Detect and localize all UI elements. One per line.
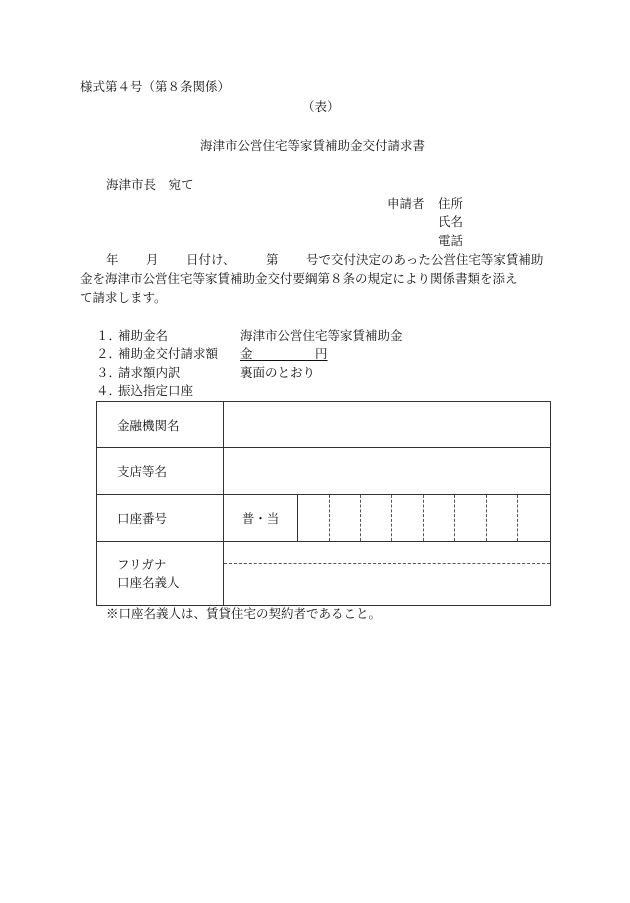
account-number-row <box>97 495 551 542</box>
furigana-label: フリガナ <box>117 556 167 572</box>
item-value-subsidy-name: 海津市公営住宅等家賃補助金 <box>240 328 403 343</box>
branch-label: 支店等名 <box>97 448 224 495</box>
account-digit-1[interactable] <box>298 495 330 542</box>
branch-row <box>97 448 551 495</box>
account-digit-7[interactable] <box>487 495 518 542</box>
date-month: 月 <box>146 252 159 267</box>
item-label-amount: 補助金交付請求額 <box>118 346 219 361</box>
body-line-1: 号で交付決定のあった公営住宅等家賃補助 <box>306 252 544 267</box>
item-number: ３． <box>96 365 122 380</box>
side-label: （表） <box>302 99 340 114</box>
address-label: 住所 <box>438 196 464 211</box>
bank-name-row <box>97 402 551 448</box>
addressee: 海津市長 宛て <box>106 177 194 192</box>
bank-name-field[interactable] <box>224 402 551 448</box>
account-digit-3[interactable] <box>361 495 392 542</box>
furigana-field[interactable] <box>224 542 550 564</box>
note: ※口座名義人は、賃貸住宅の契約者であること。 <box>106 606 382 621</box>
name-label: 氏名 <box>438 214 464 229</box>
phone-label: 電話 <box>438 233 464 248</box>
account-digit-4[interactable] <box>392 495 424 542</box>
item-label-breakdown: 請求額内訳 <box>118 365 181 380</box>
holder-row <box>97 542 551 606</box>
item-value-breakdown: 裏面のとおり <box>240 365 316 380</box>
form-number: 様式第４号（第８条関係） <box>80 79 231 94</box>
item-label-subsidy-name: 補助金名 <box>118 328 169 343</box>
applicant-label: 申請者 <box>387 196 425 211</box>
holder-label-cell <box>97 542 224 606</box>
account-digit-2[interactable] <box>330 495 361 542</box>
account-digit-5[interactable] <box>424 495 455 542</box>
item-number: １． <box>96 328 122 343</box>
item-number: ２． <box>96 346 122 361</box>
page-title: 海津市公営住宅等家賃補助金交付請求書 <box>200 138 426 153</box>
account-digit-6[interactable] <box>455 495 487 542</box>
item-label-account: 振込指定口座 <box>118 383 194 398</box>
holder-name-field[interactable] <box>224 564 550 605</box>
account-number-label: 口座番号 <box>97 495 224 542</box>
body-line-2: 金を海津市公営住宅等家賃補助金交付要綱第８条の規定により関係書類を添え <box>80 271 518 286</box>
holder-label: 口座名義人 <box>117 574 180 590</box>
date-year: 年 <box>106 252 119 267</box>
branch-field[interactable] <box>224 448 551 495</box>
number-prefix: 第 <box>266 252 279 267</box>
bank-account-table <box>96 401 551 606</box>
item-value-amount: 金 円 <box>240 346 328 361</box>
account-type[interactable]: 普・当 <box>224 495 298 542</box>
date-day: 日付け、 <box>186 252 236 267</box>
account-digit-8[interactable] <box>518 495 551 542</box>
holder-field-cell <box>224 542 551 606</box>
item-number: ４． <box>96 383 122 398</box>
body-line-3: て請求します。 <box>80 290 167 305</box>
bank-name-label: 金融機関名 <box>97 402 224 448</box>
